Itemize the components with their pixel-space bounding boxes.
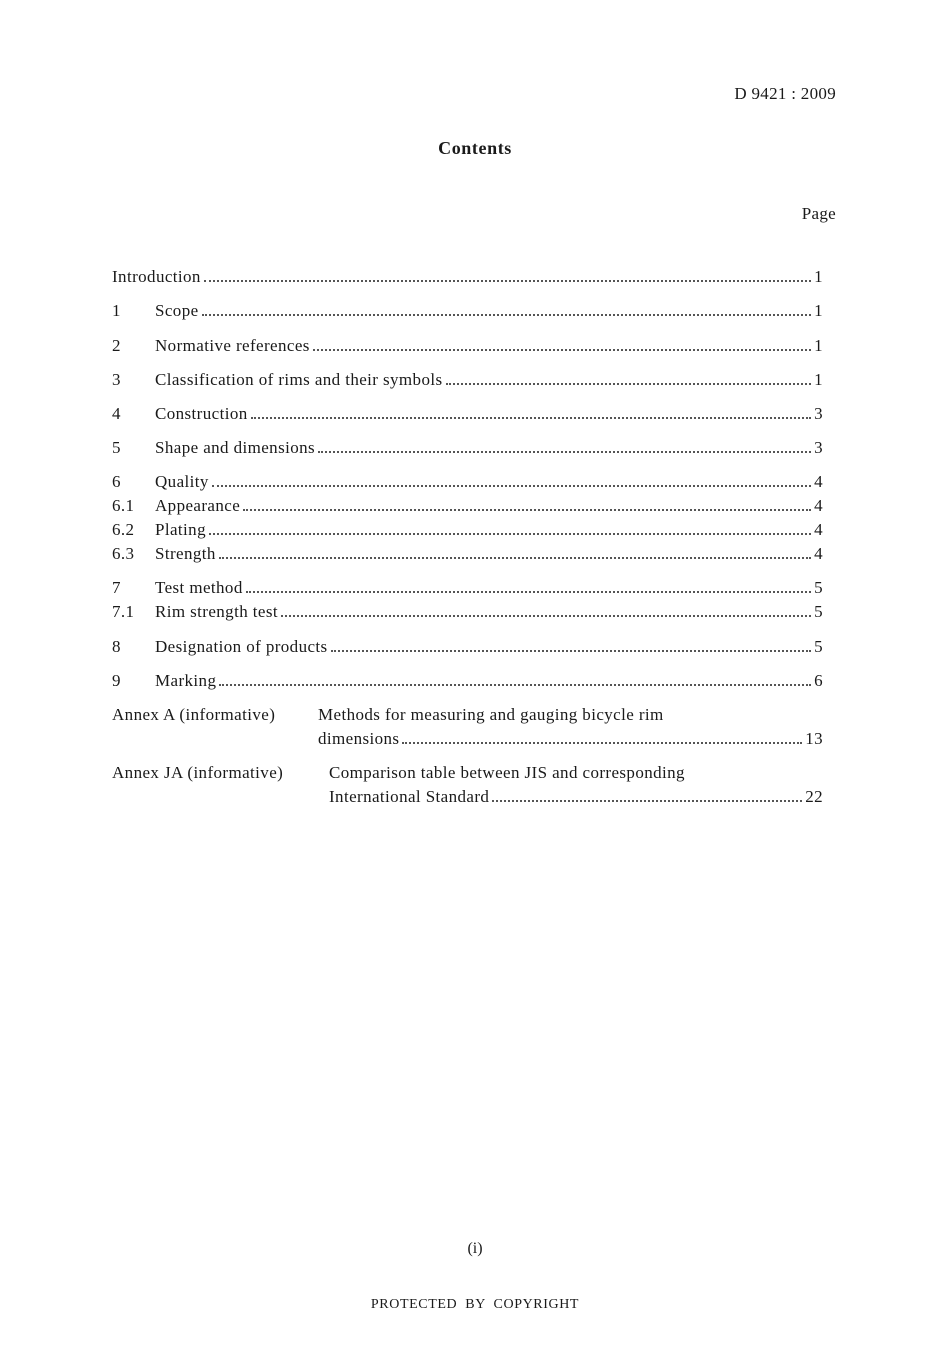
toc-entry-page: 4: [814, 472, 823, 491]
toc-entry-label: Designation of products: [155, 637, 328, 656]
toc-entry-page: 22: [805, 787, 823, 806]
toc-entry-label: Marking: [155, 671, 217, 690]
toc-entry-number: 5: [112, 438, 121, 457]
toc-entry-label: Strength: [155, 544, 216, 563]
toc-entry-number: 4: [112, 404, 121, 423]
page-title: Contents: [438, 138, 512, 158]
toc-entry-normative-references[interactable]: [112, 335, 823, 357]
toc-entry-label: Normative references: [155, 336, 310, 355]
leader-dots: [402, 742, 802, 744]
leader-dots: [313, 349, 811, 351]
toc-entry-number: 6.1: [112, 496, 135, 515]
footer-copyright: PROTECTED BY COPYRIGHT: [370, 1297, 580, 1312]
toc-entry-label: Construction: [155, 404, 248, 423]
leader-dots: [204, 280, 811, 282]
leader-dots: [492, 800, 802, 802]
leader-dots: [331, 650, 812, 652]
toc-entry-number: 3: [112, 370, 121, 389]
toc-entry-page: 5: [814, 637, 823, 656]
toc-entry-label: Introduction: [112, 267, 201, 286]
doc-id: D 9421 : 2009: [734, 84, 836, 103]
toc-entry-page: 1: [814, 370, 823, 389]
toc-entry-appearance[interactable]: [112, 495, 823, 517]
toc-entry-test-method[interactable]: [112, 577, 823, 599]
toc-entry-page: 4: [814, 544, 823, 563]
toc-entry-page: 1: [814, 336, 823, 355]
annex-prefix: Annex JA (informative): [112, 763, 284, 782]
toc-entry-page: 3: [814, 404, 823, 423]
toc-entry-designation-of-products[interactable]: [112, 636, 823, 658]
toc-entry-number: 1: [112, 301, 121, 320]
annex-title-line2: International Standard: [329, 787, 490, 806]
leader-dots: [446, 383, 812, 385]
toc-entry-rim-strength-test[interactable]: [112, 601, 823, 623]
toc-entry-plating[interactable]: [112, 519, 823, 541]
leader-dots: [219, 557, 811, 559]
toc-entry-page: 4: [814, 520, 823, 539]
footer-page-number: (i): [467, 1240, 483, 1257]
leader-dots: [209, 533, 811, 535]
toc-entry-classification[interactable]: [112, 369, 823, 391]
toc-entry-quality[interactable]: [112, 471, 823, 493]
annex-title-line2-row: [329, 786, 823, 808]
toc-entry-label: Plating: [155, 520, 206, 539]
toc-entry-page: 5: [814, 602, 823, 621]
leader-dots: [246, 591, 811, 593]
toc-entry-label: Appearance: [155, 496, 241, 515]
leader-dots: [318, 451, 811, 453]
leader-dots: [251, 417, 811, 419]
toc-entry-number: 2: [112, 336, 121, 355]
toc-entry-shape-and-dimensions[interactable]: [112, 437, 823, 459]
toc-entry-label: Scope: [155, 301, 199, 320]
toc-entry-label: Classification of rims and their symbols: [155, 370, 443, 389]
toc-entry-page: 6: [814, 671, 823, 690]
page-column-heading: Page: [801, 204, 836, 223]
toc-entry-construction[interactable]: [112, 403, 823, 425]
leader-dots: [281, 615, 811, 617]
toc-entry-page: 1: [814, 267, 823, 286]
annex-prefix: Annex A (informative): [112, 705, 276, 724]
toc-entry-page: 3: [814, 438, 823, 457]
leader-dots: [219, 684, 811, 686]
toc-entry-strength[interactable]: [112, 543, 823, 565]
annex-title-line1: Comparison table between JIS and corresponding: [329, 763, 685, 782]
toc-entry-page: 5: [814, 578, 823, 597]
toc-entry-page: 4: [814, 496, 823, 515]
toc-entry-introduction[interactable]: [112, 266, 823, 288]
toc-entry-number: 9: [112, 671, 121, 690]
toc-entry-label: Quality: [155, 472, 209, 491]
leader-dots: [212, 485, 811, 487]
annex-title-line1: Methods for measuring and gauging bicycle rim: [318, 705, 664, 724]
toc-entry-scope[interactable]: [112, 300, 823, 322]
annex-title-line2-row: [318, 728, 823, 750]
toc-entry-number: 6: [112, 472, 121, 491]
annex-title-line2: dimensions: [318, 729, 400, 748]
toc-entry-label: Shape and dimensions: [155, 438, 316, 457]
toc-entry-number: 6.3: [112, 544, 135, 563]
toc-entry-number: 7.1: [112, 602, 135, 621]
toc-entry-page: 13: [805, 729, 823, 748]
toc-entry-number: 8: [112, 637, 121, 656]
toc-entry-number: 7: [112, 578, 121, 597]
leader-dots: [202, 314, 812, 316]
toc-entry-page: 1: [814, 301, 823, 320]
toc-entry-number: 6.2: [112, 520, 135, 539]
leader-dots: [243, 509, 811, 511]
toc-entry-label: Test method: [155, 578, 243, 597]
toc-entry-marking[interactable]: [112, 670, 823, 692]
toc-entry-label: Rim strength test: [155, 602, 278, 621]
